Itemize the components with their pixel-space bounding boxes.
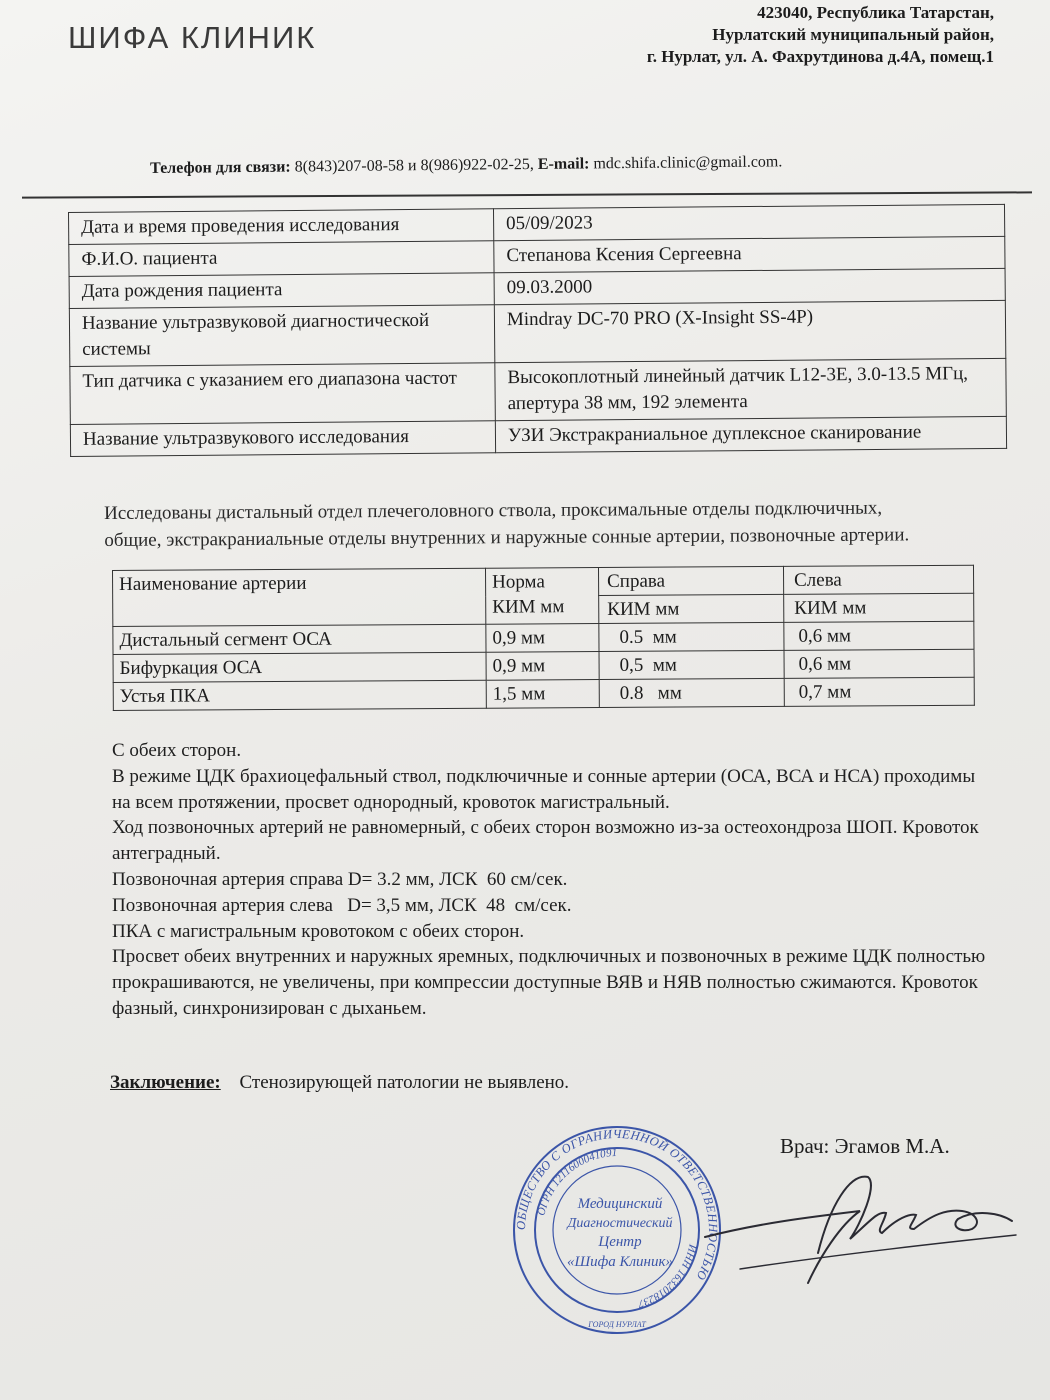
- info-label: Название ультразвукового исследования: [70, 421, 495, 457]
- study-info-table: [68, 204, 1007, 457]
- info-label: Дата рождения пациента: [69, 273, 494, 309]
- info-value: Степанова Ксения Сергеевна: [494, 236, 1005, 272]
- table-row: [70, 416, 1006, 456]
- artery-name: Устья ПКА: [113, 680, 486, 710]
- header-rule: [22, 191, 1032, 198]
- conclusion: [110, 1072, 569, 1094]
- contact-phones: 8(843)207-08-58 и 8(986)922-02-25,: [294, 155, 534, 176]
- finding-line: Просвет обеих внутренних и наружных яремных, подключичных и позвоночных в режиме ЦДК полностью прокрашиваются, не увеличены, при компрессии доступные ВЯВ и НЯВ полностью сжимаются. Кровоток фазный, синхронизирован с дыханьем.: [112, 946, 986, 1019]
- stamp-ogrn: ОГРН 1211600041091: [535, 1146, 618, 1217]
- col-norm-title: Норма: [492, 571, 545, 593]
- clinic-address: [474, 2, 994, 68]
- conclusion-label: Заключение:: [110, 1072, 221, 1093]
- col-norm: [485, 568, 598, 625]
- info-label: Название ультразвуковой диагностической системы: [69, 305, 494, 367]
- col-artery-name: Наименование артерии: [113, 568, 486, 626]
- clinic-stamp: [512, 1120, 722, 1340]
- conclusion-text: Стенозирующей патологии не выявлено.: [239, 1072, 570, 1093]
- study-intro: Исследованы дистальный отдел плечеголовного ствола, проксимальные отделы подключичных, общие, экстракраниальные отделы внутренних и наружные сонные артерии, позвоночные артерии.: [104, 497, 910, 551]
- svg-text:ИНН 1632018237: [636, 1242, 699, 1310]
- artery-norm: 0,9 мм: [486, 652, 599, 681]
- table-row: [70, 358, 1006, 424]
- info-value: УЗИ Экстракраниальное дуплексное сканирование: [495, 416, 1006, 452]
- stamp-line-4: «Шифа Клиник»: [566, 1254, 674, 1270]
- artery-left: 0,6 мм: [784, 621, 974, 650]
- col-norm-sub: КИМ мм: [492, 596, 565, 618]
- finding-line: С обеих сторон.: [112, 740, 242, 761]
- info-value: 09.03.2000: [494, 268, 1005, 304]
- email-value: mdc.shifa.clinic@gmail.com.: [593, 153, 783, 173]
- stamp-line-3: Центр: [598, 1234, 642, 1250]
- artery-table: [112, 565, 975, 711]
- table-row: [69, 300, 1005, 366]
- address-line-3: г. Нурлат, ул. А. Фахрутдинова д.4А, помещ.1: [646, 47, 994, 66]
- contact-label: Телефон для связи:: [150, 158, 291, 177]
- col-left: Слева: [783, 565, 973, 594]
- col-right: Справа: [598, 566, 783, 595]
- email-label: E-mail:: [537, 155, 590, 173]
- artery-right: 0.5 мм: [599, 622, 784, 651]
- info-label: Дата и время проведения исследования: [69, 209, 494, 245]
- info-label: Тип датчика с указанием его диапазона частот: [70, 363, 495, 425]
- col-left-sub: КИМ мм: [784, 593, 974, 622]
- finding-line: Позвоночная артерия слева D= 3,5 мм, ЛСК 48 см/сек.: [112, 894, 572, 916]
- col-right-sub: КИМ мм: [599, 594, 784, 623]
- artery-norm: 1,5 мм: [486, 680, 599, 709]
- stamp-line-1: Медицинский: [577, 1196, 663, 1212]
- address-line-2: Нурлатский муниципальный район,: [712, 25, 994, 44]
- artery-right: 0.8 мм: [599, 678, 784, 707]
- doctor-name: Врач: Эгамов М.А.: [780, 1134, 950, 1158]
- finding-line: Ход позвоночных артерий не равномерный, с обеих сторон возможно из-за остеохондроза ШОП. Кровоток антеградный.: [112, 817, 979, 865]
- address-line-1: 423040, Республика Татарстан,: [757, 3, 994, 22]
- artery-name: Бифуркация ОСА: [113, 652, 486, 682]
- clinic-logo: ШИФА КЛИНИК: [68, 20, 317, 55]
- stamp-ring-text: ОБЩЕСТВО С ОГРАНИЧЕННОЙ ОТВЕТСТВЕННОСТЬЮ: [513, 1126, 721, 1283]
- stamp-city: ГОРОД НУРЛАТ: [588, 1320, 646, 1329]
- info-value: Mindray DC-70 PRO (X-Insight SS-4P): [494, 300, 1005, 362]
- finding-line: ПКА с магистральным кровотоком с обеих сторон.: [112, 920, 525, 942]
- artery-left: 0,6 мм: [784, 649, 974, 678]
- artery-right: 0,5 мм: [599, 650, 784, 679]
- finding-line: Позвоночная артерия справа D= 3.2 мм, ЛСК 60 см/сек.: [112, 868, 568, 890]
- stamp-line-2: Диагностический: [567, 1216, 673, 1231]
- artery-name: Дистальный сегмент ОСА: [113, 624, 486, 654]
- artery-left: 0,7 мм: [784, 677, 974, 706]
- info-value: 05/09/2023: [493, 204, 1004, 240]
- findings-text: [112, 738, 992, 1022]
- info-value: Высокоплотный линейный датчик L12-3E, 3.0-13.5 МГц, апертура 38 мм, 192 элемента: [495, 358, 1006, 420]
- table-row: [113, 677, 974, 710]
- doctor-signature: [700, 1165, 1020, 1285]
- contact-line: [150, 153, 782, 178]
- stamp-inn: ИНН 1632018237: [636, 1243, 699, 1310]
- info-label: Ф.И.О. пациента: [69, 241, 494, 277]
- artery-norm: 0,9 мм: [486, 624, 599, 653]
- finding-line: В режиме ЦДК брахиоцефальный ствол, подключичные и сонные артерии (ОСА, ВСА и НСА) проходимы на всем протяжении, просвет однородный, кровоток магистральный.: [112, 765, 976, 813]
